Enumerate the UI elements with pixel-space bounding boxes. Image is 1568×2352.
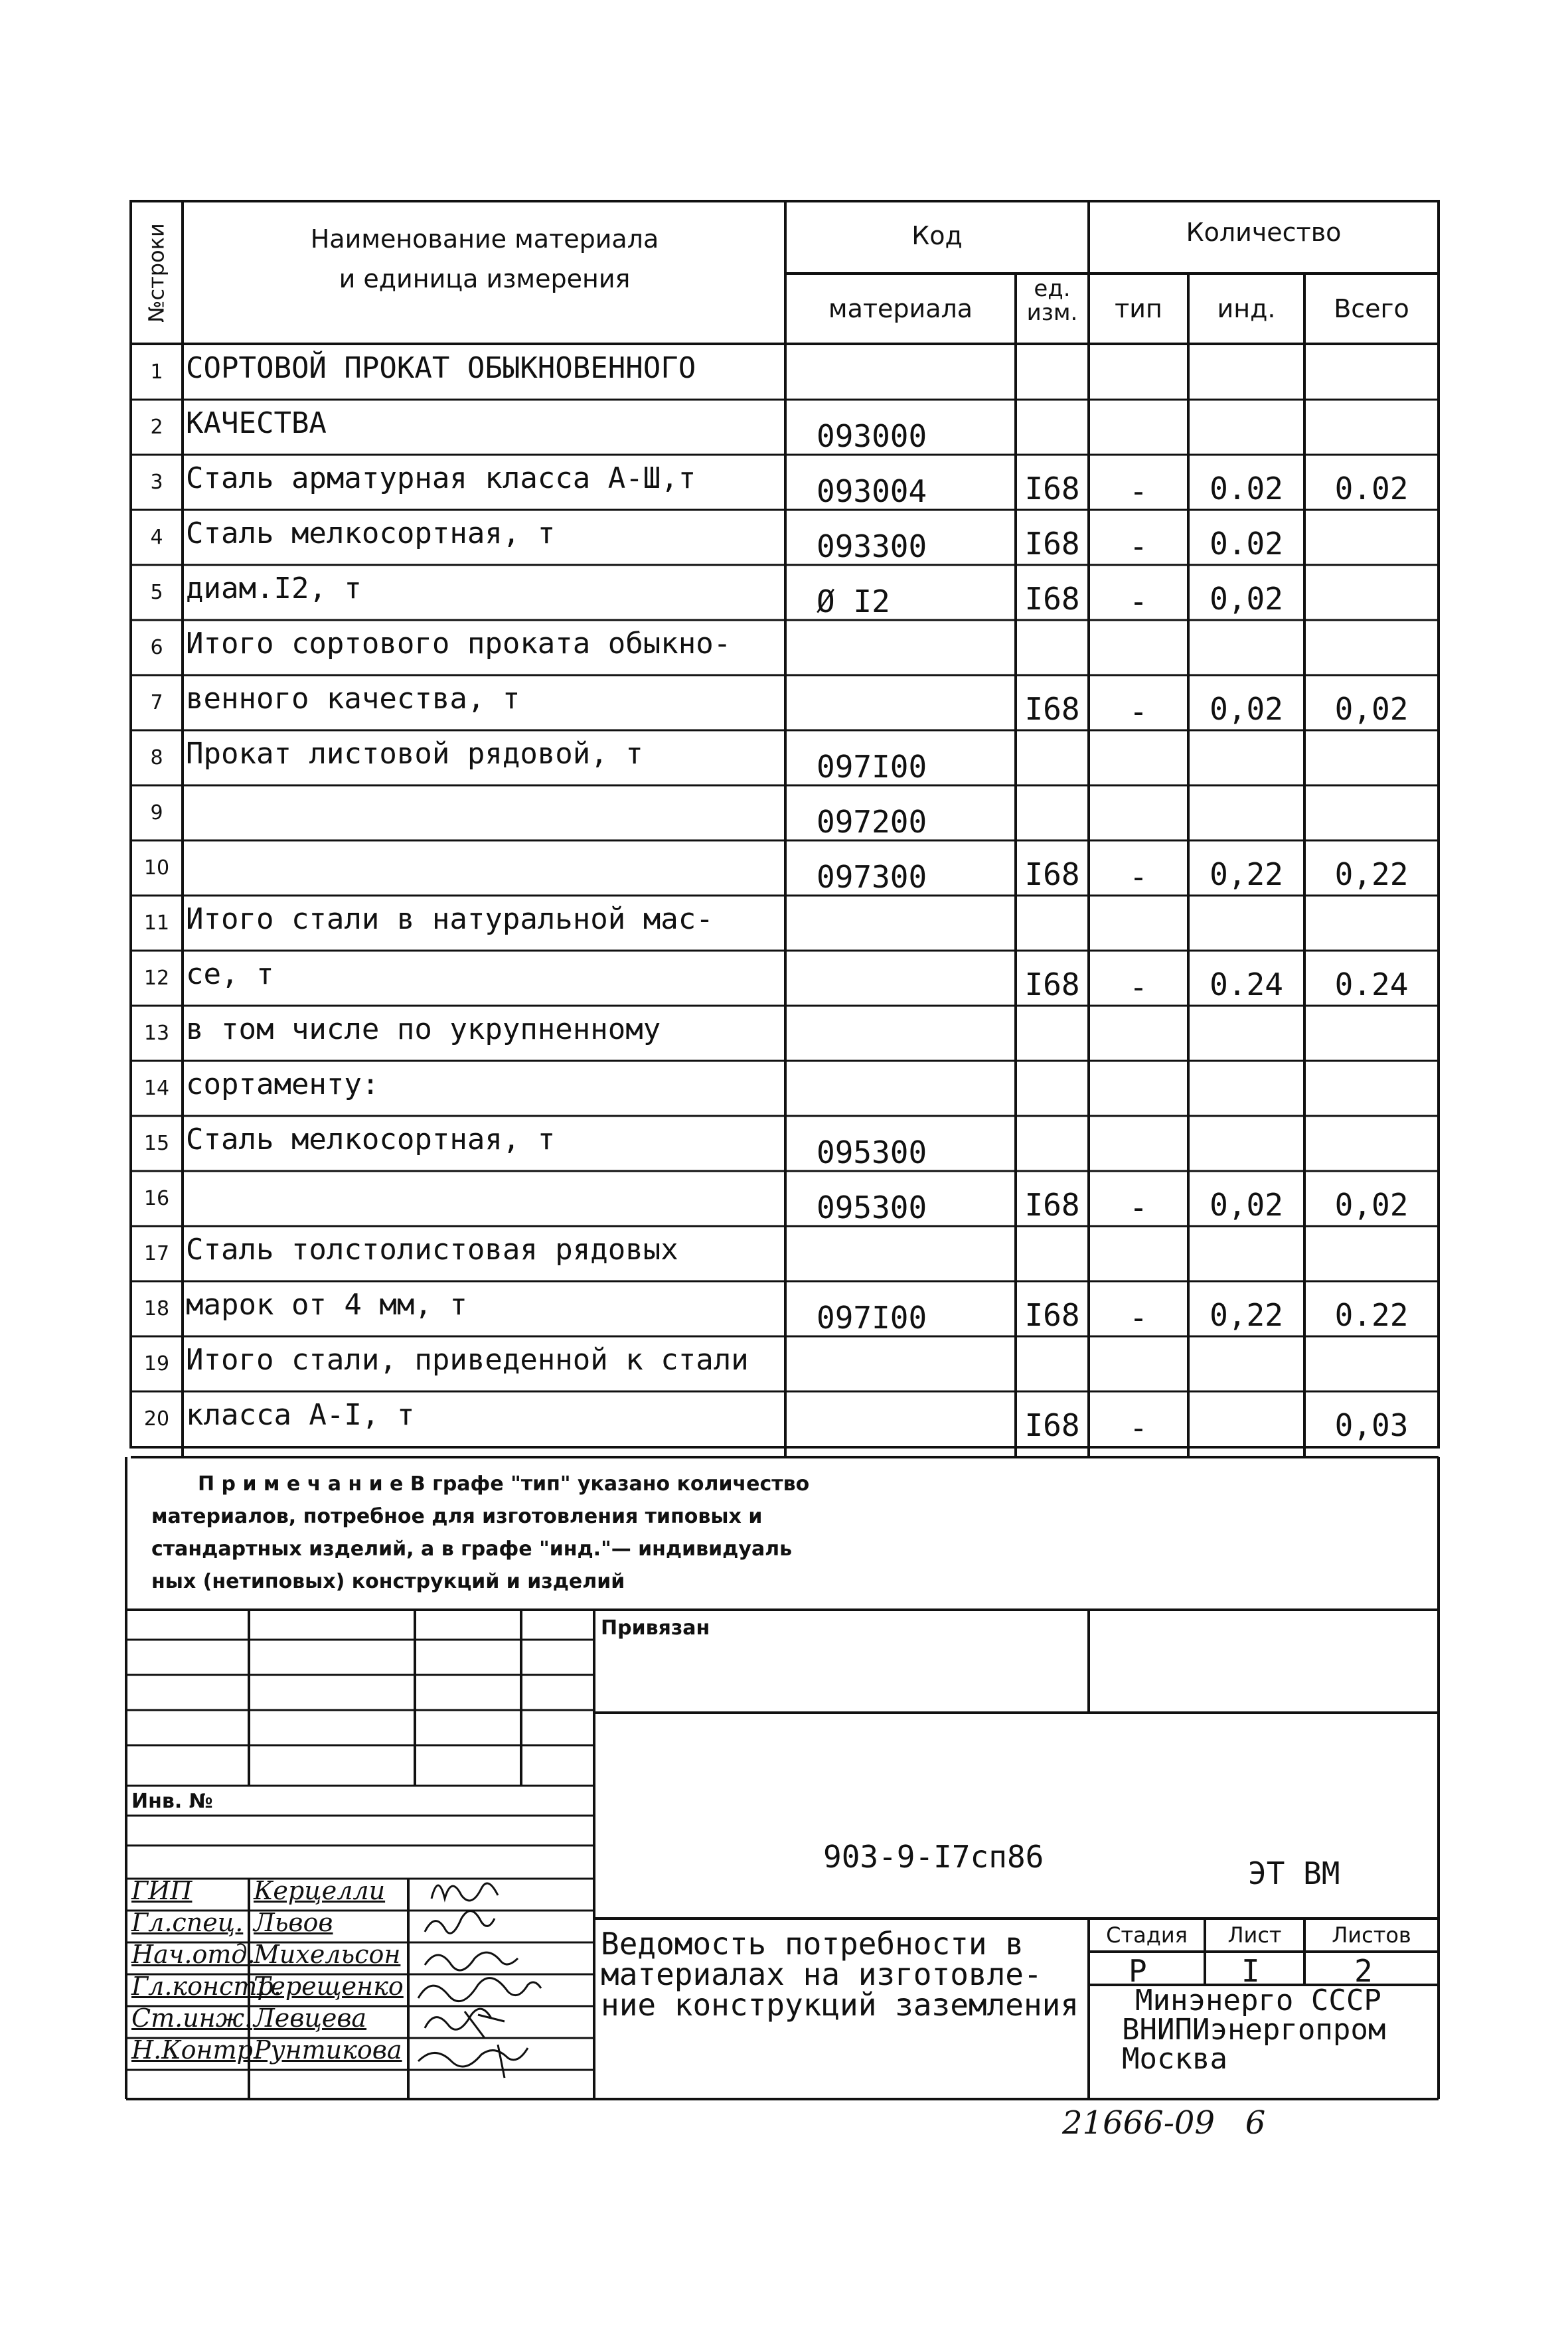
unit-code: I68 (1024, 1187, 1080, 1223)
qty-typ: - (1129, 1190, 1148, 1225)
material-name: Итого стали в натуральной мас- (186, 902, 714, 936)
unit-code: I68 (1024, 691, 1080, 727)
table-row (0, 951, 1568, 1006)
material-code: 097200 (817, 804, 927, 840)
table-row (0, 896, 1568, 951)
qty-typ: - (1129, 473, 1148, 509)
doc-mark: ЭТ ВМ (1248, 1855, 1340, 1891)
table-row (0, 1226, 1568, 1281)
row-number: 15 (143, 1132, 170, 1155)
qty-ind: 0,22 (1210, 856, 1283, 892)
material-name: венного качества, т (186, 682, 520, 716)
row-number: 5 (150, 581, 163, 604)
signatory-name: Терещенко (254, 1972, 404, 2001)
row-number: 19 (143, 1352, 170, 1375)
material-name: Итого сортового проката обыкно- (186, 627, 732, 661)
unit-code: I68 (1024, 526, 1080, 562)
qty-typ: - (1129, 969, 1148, 1005)
row-number: 11 (143, 911, 170, 935)
material-code: Ø I2 (817, 584, 890, 619)
table-row (0, 1336, 1568, 1391)
document-title: Ведомость потребности в материалах на изготовле- ние конструкций заземления (601, 1926, 1079, 2023)
row-number: 9 (150, 801, 163, 824)
sheet-value: I (1241, 1953, 1260, 1989)
unit-code: I68 (1024, 967, 1080, 1002)
row-number: 10 (143, 856, 170, 880)
qty-total: 0,03 (1334, 1407, 1409, 1443)
qty-ind: 0,02 (1210, 691, 1283, 727)
qty-total: 0.02 (1334, 471, 1409, 507)
material-name: КАЧЕСТВА (186, 406, 327, 440)
unit-code: I68 (1024, 856, 1080, 892)
quantity-header: Количество (1186, 218, 1342, 247)
qty-total: 0.22 (1334, 1297, 1409, 1333)
material-name: Сталь толстолистовая рядовых (186, 1233, 678, 1267)
qty-typ: - (1129, 859, 1148, 895)
material-name: диам.I2, т (186, 572, 362, 605)
qty-typ: - (1129, 584, 1148, 619)
qty-ind: 0.02 (1210, 526, 1283, 562)
qty-total: 0.24 (1334, 967, 1409, 1002)
table-row (0, 620, 1568, 675)
inv-no-label: Инв. № (131, 1790, 213, 1813)
qty-total: 0,22 (1334, 856, 1409, 892)
signatory-role: Гл.спец. (131, 1908, 244, 1937)
total-header: Всего (1334, 294, 1409, 323)
row-number: 2 (150, 416, 163, 439)
table-row (0, 1006, 1568, 1061)
privyazan-label: Привязан (601, 1616, 710, 1640)
stage-value: Р (1129, 1953, 1147, 1989)
doc-code: 903-9-I7сп86 (823, 1839, 1044, 1875)
qty-typ: - (1129, 1410, 1148, 1446)
qty-total: 0,02 (1334, 1187, 1409, 1223)
signatory-name: Рунтикова (254, 2035, 402, 2065)
code-header: Код (911, 221, 963, 250)
table-row (0, 455, 1568, 510)
row-number: 8 (150, 746, 163, 769)
signatory-name: Керцелли (254, 1876, 386, 1905)
table-row (0, 510, 1568, 565)
row-number: 16 (143, 1187, 170, 1210)
qty-ind: 0.24 (1210, 967, 1283, 1002)
archive-number: 21666-09 6 (1062, 2104, 1266, 2142)
organization: Минэнерго СССР ВНИПИэнергопром Москва (1122, 1984, 1386, 2076)
unit-code: I68 (1024, 1297, 1080, 1333)
unit-code: I68 (1024, 581, 1080, 617)
signatory-role: Н.Контр. (131, 2035, 261, 2065)
row-number: 13 (143, 1022, 170, 1045)
qty-typ: - (1129, 528, 1148, 564)
unit-code: I68 (1024, 1407, 1080, 1443)
qty-ind: 0,02 (1210, 581, 1283, 617)
row-number: 18 (143, 1297, 170, 1320)
sheets-label: Листов (1332, 1922, 1411, 1948)
qty-typ: - (1129, 1300, 1148, 1336)
table-row (0, 1061, 1568, 1116)
row-number: 3 (150, 471, 163, 494)
material-name: Сталь мелкосортная, т (186, 516, 556, 550)
table-row (0, 675, 1568, 730)
signatory-role: Ст.инж. (131, 2003, 252, 2033)
material-code: 095300 (817, 1135, 927, 1170)
typ-header: тип (1115, 294, 1162, 323)
row-number: 4 (150, 526, 163, 549)
row-number: 6 (150, 636, 163, 659)
table-row (0, 840, 1568, 896)
table-row (0, 1171, 1568, 1226)
row-number: 20 (143, 1407, 170, 1431)
sheets-value: 2 (1354, 1953, 1373, 1989)
material-name: марок от 4 мм, т (186, 1288, 467, 1322)
unit-code: I68 (1024, 471, 1080, 507)
material-name: класса А-I, т (186, 1398, 415, 1432)
unit-header: ед. изм. (1026, 275, 1078, 326)
table-row (0, 1281, 1568, 1336)
note: П р и м е ч а н и е В графе "тип" указано количество материалов, потребное для изготовления типовых и стандартных изделий, а в графе "инд."— индивидуаль ных (нетиповых) конструкций и изделий (151, 1472, 810, 1593)
qty-total: 0,02 (1334, 691, 1409, 727)
material-code-header: материала (828, 294, 973, 323)
ind-header: инд. (1217, 294, 1276, 323)
row-number: 17 (143, 1242, 170, 1265)
signatory-role: Нач.отд. (131, 1940, 256, 1969)
row-number: 1 (150, 360, 163, 384)
qty-typ: - (1129, 694, 1148, 730)
row-number: 14 (143, 1077, 170, 1100)
material-name: Сталь мелкосортная, т (186, 1123, 556, 1156)
row-number: 12 (143, 967, 170, 990)
row-number-header: №строки (143, 223, 169, 323)
signatory-name: Львов (254, 1908, 333, 1937)
material-name: се, т (186, 957, 274, 991)
qty-ind: 0,02 (1210, 1187, 1283, 1223)
sheet-label: Лист (1227, 1922, 1282, 1948)
table-row (0, 1391, 1568, 1447)
material-code: 093004 (817, 473, 927, 509)
material-code: 097300 (817, 859, 927, 895)
material-name: Прокат листовой рядовой, т (186, 737, 643, 771)
stage-label: Стадия (1106, 1922, 1188, 1948)
material-code: 097I00 (817, 749, 927, 785)
material-name: СОРТОВОЙ ПРОКАТ ОБЫКНОВЕННОГО (186, 351, 696, 385)
signatory-name: Левцева (254, 2003, 367, 2033)
signatory-name: Михельсон (254, 1940, 401, 1969)
material-code: 093000 (817, 418, 927, 454)
table-row (0, 1116, 1568, 1171)
material-code: 093300 (817, 528, 927, 564)
signatory-role: Гл.констр. (131, 1972, 281, 2001)
qty-ind: 0,22 (1210, 1297, 1283, 1333)
qty-ind: 0.02 (1210, 471, 1283, 507)
material-name: сортаменту: (186, 1067, 380, 1101)
material-name: Сталь арматурная класса А-Ш,т (186, 461, 696, 495)
material-code: 095300 (817, 1190, 927, 1225)
table-row (0, 785, 1568, 840)
table-row (0, 345, 1568, 400)
signatory-role: ГИП (131, 1876, 193, 1905)
row-number: 7 (150, 691, 163, 714)
material-name: Итого стали, приведенной к стали (186, 1343, 749, 1377)
table-row (0, 730, 1568, 785)
material-name-header: Наименование материала и единица измерения (310, 224, 659, 293)
material-code: 097I00 (817, 1300, 927, 1336)
table-row (0, 565, 1568, 620)
material-name: в том числе по укрупненному (186, 1012, 661, 1046)
signatures (418, 1883, 541, 2078)
table-row (0, 400, 1568, 455)
